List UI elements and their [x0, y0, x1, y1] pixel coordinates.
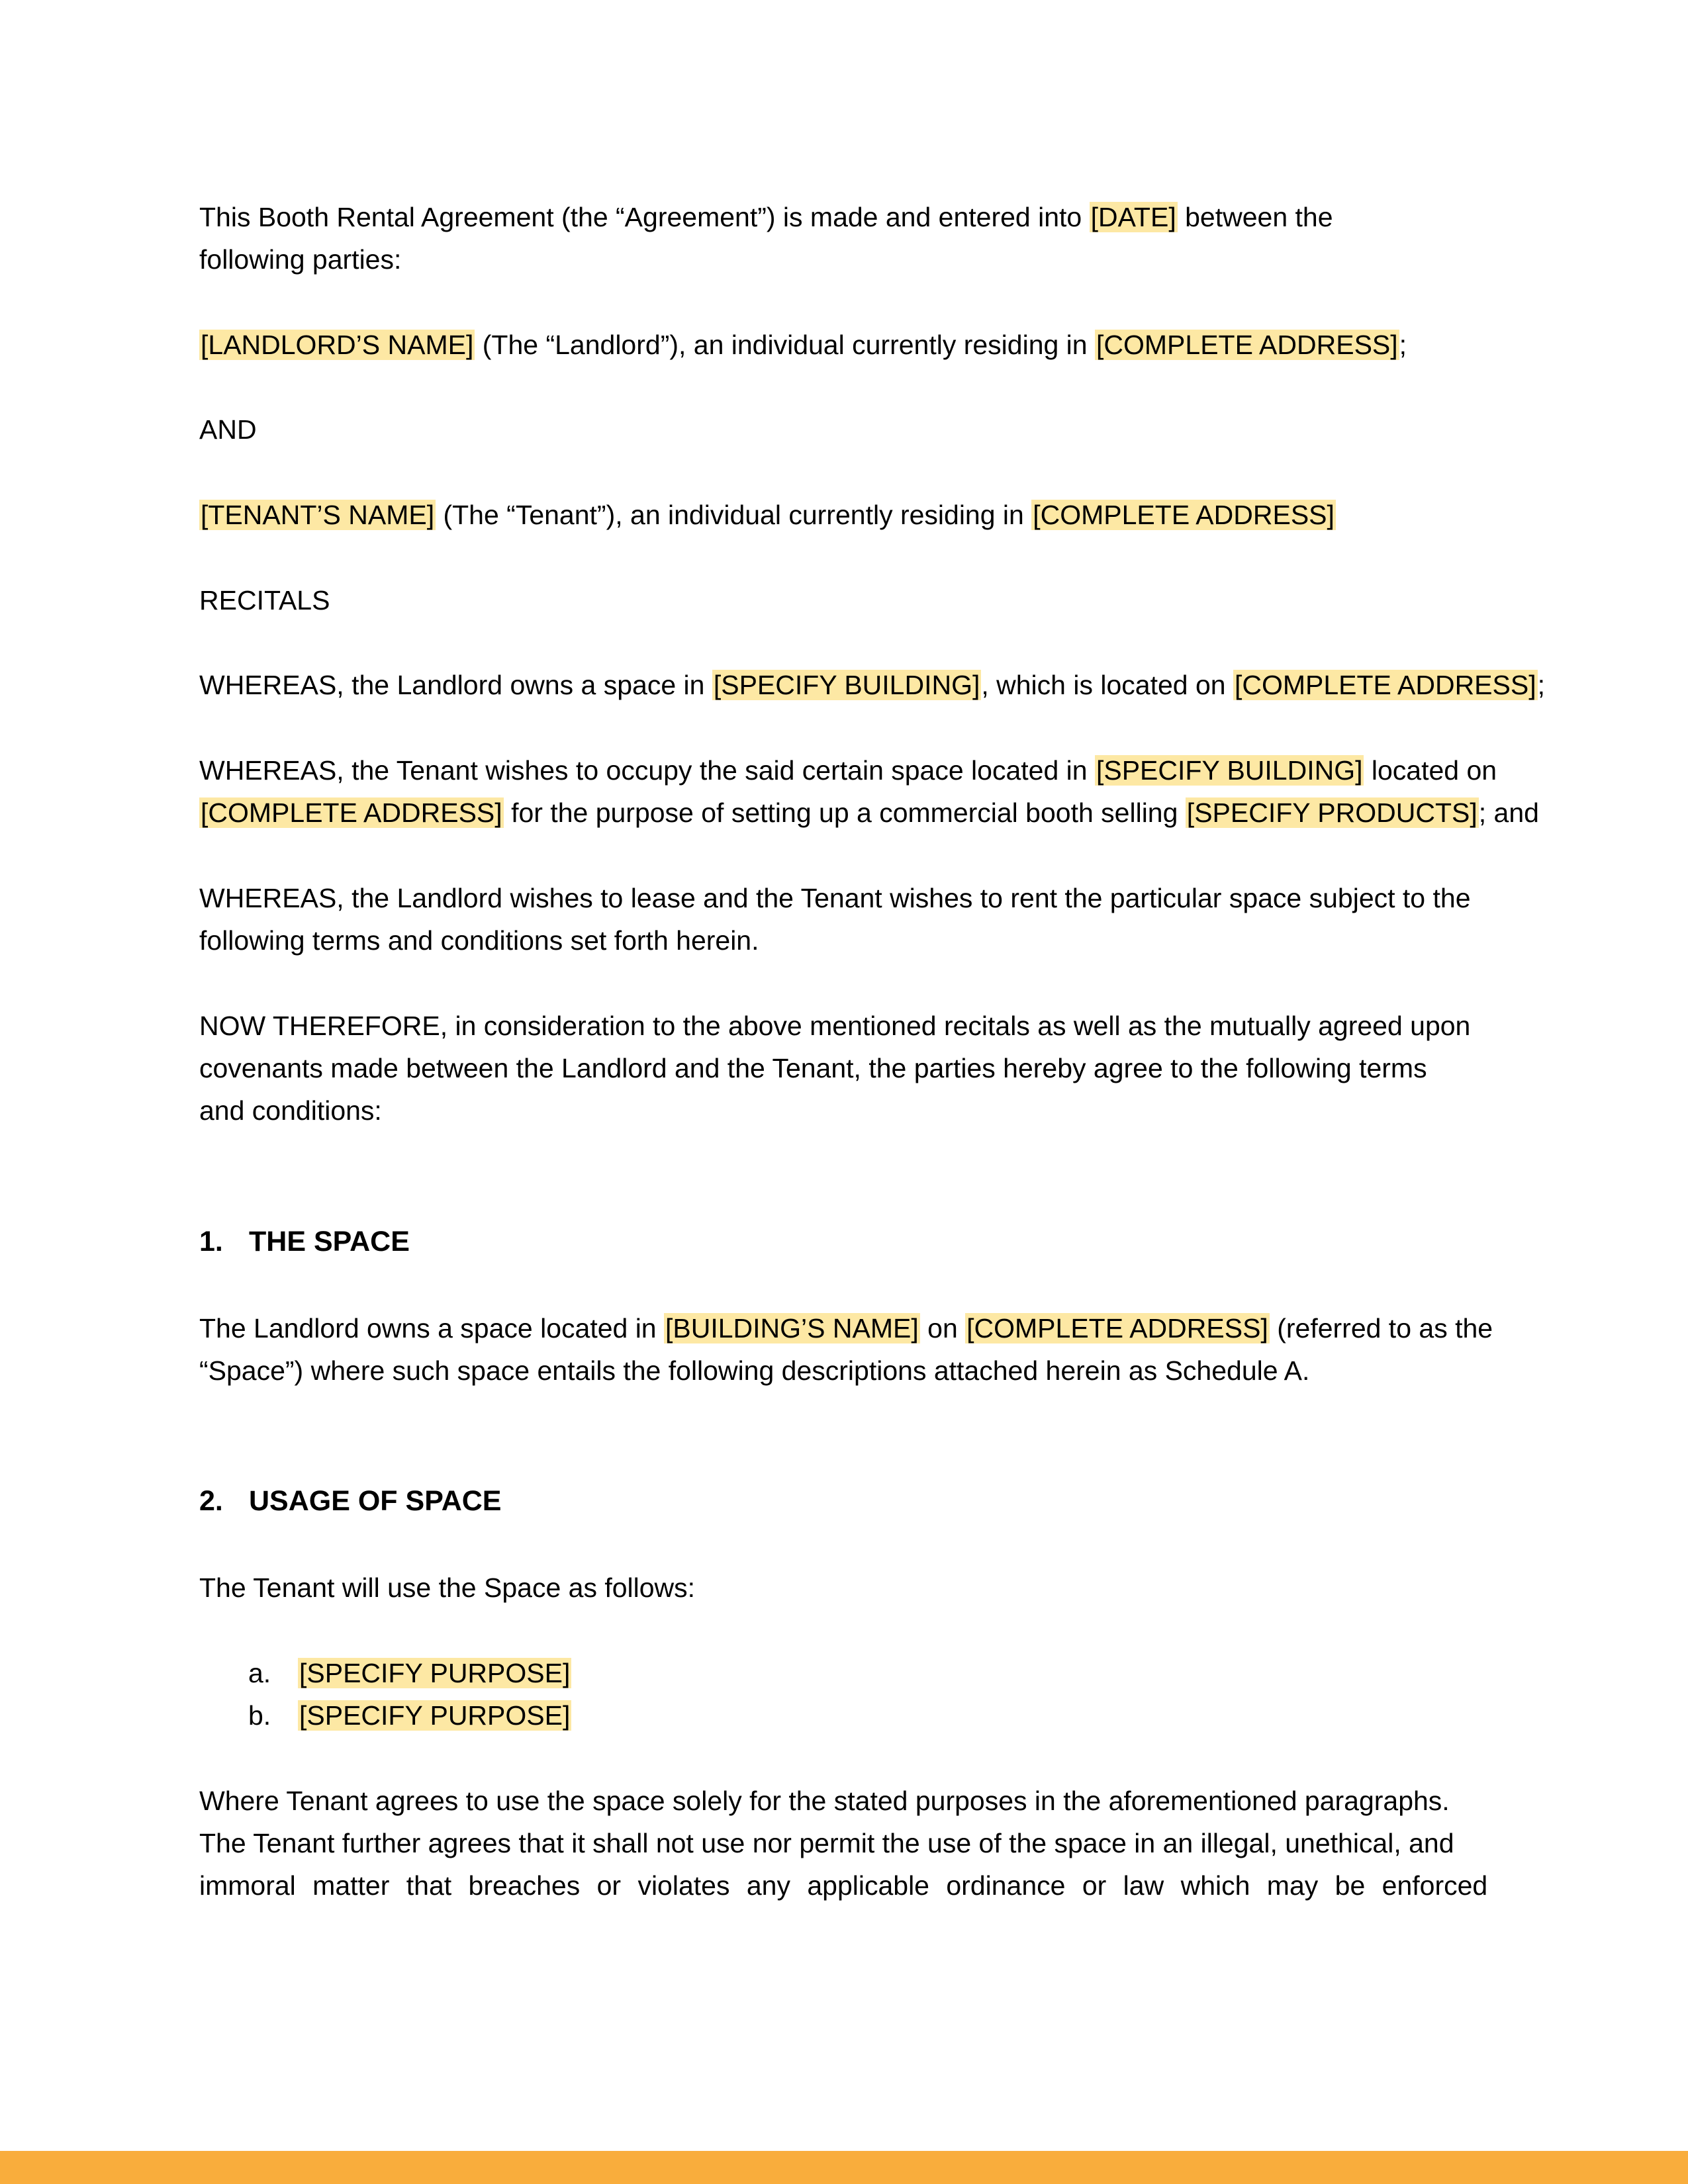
section-title: THE SPACE: [249, 1226, 410, 1257]
landlord-text: (The “Landlord”), an individual currently residing in: [475, 330, 1095, 360]
list-item: [248, 1652, 571, 1694]
building-name-placeholder: [BUILDING’S NAME]: [665, 1313, 919, 1343]
tenant-line: [199, 494, 1490, 536]
section-number: 1.: [199, 1226, 223, 1257]
whereas-3-line-2: following terms and conditions set forth herein.: [199, 925, 759, 956]
landlord-text: ;: [1399, 330, 1407, 360]
intro-line-1: [199, 196, 1490, 238]
whereas-text: for the purpose of setting up a commercial booth selling: [503, 797, 1186, 828]
section-2-closing-line-3: immoral matter that breaches or violates any applicable ordinance or law which may be enforced: [199, 1870, 1488, 1901]
whereas-1: [199, 664, 1546, 706]
building-placeholder: [SPECIFY BUILDING]: [1096, 755, 1363, 786]
list-marker: b.: [248, 1700, 271, 1731]
section-1-line-2: “Space”) where such space entails the following descriptions attached herein as Schedule A.: [199, 1355, 1310, 1386]
intro-text: between the: [1177, 202, 1333, 232]
list-item: [248, 1694, 571, 1737]
section-1-line-1: [199, 1307, 1493, 1349]
whereas-text: located on: [1364, 755, 1497, 786]
whereas-text: WHEREAS, the Landlord owns a space in: [199, 670, 712, 700]
whereas-text: ;: [1537, 670, 1546, 700]
recitals-label: RECITALS: [199, 585, 330, 615]
section-text: (referred to as the: [1269, 1313, 1493, 1343]
date-placeholder: [DATE]: [1090, 202, 1176, 232]
tenant-text: (The “Tenant”), an individual currently residing in: [436, 500, 1032, 530]
products-placeholder: [SPECIFY PRODUCTS]: [1186, 797, 1477, 828]
address-placeholder: [COMPLETE ADDRESS]: [201, 797, 502, 828]
now-therefore-line-3: and conditions:: [199, 1095, 382, 1126]
now-therefore-line-2: covenants made between the Landlord and the Tenant, the parties hereby agree to the following terms: [199, 1053, 1427, 1083]
address-placeholder: [COMPLETE ADDRESS]: [1234, 670, 1536, 700]
landlord-address-placeholder: [COMPLETE ADDRESS]: [1096, 330, 1398, 360]
now-therefore-line-1: NOW THEREFORE, in consideration to the above mentioned recitals as well as the mutually agreed upon: [199, 1011, 1471, 1041]
section-title: USAGE OF SPACE: [249, 1485, 502, 1517]
section-text: The Landlord owns a space located in: [199, 1313, 665, 1343]
purpose-placeholder: [SPECIFY PURPOSE]: [299, 1658, 571, 1688]
purpose-placeholder: [SPECIFY PURPOSE]: [299, 1700, 571, 1731]
whereas-2-line-2: [199, 792, 1539, 834]
section-number: 2.: [199, 1485, 223, 1517]
section-1-heading: [199, 1220, 410, 1263]
section-2-closing-line-1: Where Tenant agrees to use the space solely for the stated purposes in the aforementioned paragraphs.: [199, 1786, 1450, 1816]
intro-text: This Booth Rental Agreement (the “Agreement”) is made and entered into: [199, 202, 1090, 232]
list-marker: a.: [248, 1658, 271, 1688]
building-placeholder: [SPECIFY BUILDING]: [713, 670, 980, 700]
section-2-intro: The Tenant will use the Space as follows:: [199, 1572, 696, 1603]
landlord-line: [199, 324, 1490, 366]
landlord-name-placeholder: [LANDLORD’S NAME]: [201, 330, 474, 360]
whereas-text: , which is located on: [981, 670, 1233, 700]
section-2-closing-line-2: The Tenant further agrees that it shall not use nor permit the use of the space in an illegal, unethical, and: [199, 1828, 1454, 1858]
address-placeholder: [COMPLETE ADDRESS]: [966, 1313, 1268, 1343]
and-line: AND: [199, 414, 257, 445]
intro-line-2: following parties:: [199, 244, 402, 275]
tenant-address-placeholder: [COMPLETE ADDRESS]: [1033, 500, 1335, 530]
section-text: on: [919, 1313, 966, 1343]
footer-accent-bar: [0, 2151, 1688, 2184]
section-2-heading: [199, 1480, 501, 1522]
tenant-name-placeholder: [TENANT’S NAME]: [201, 500, 435, 530]
whereas-text: WHEREAS, the Tenant wishes to occupy the said certain space located in: [199, 755, 1095, 786]
whereas-text: ; and: [1478, 797, 1539, 828]
whereas-2-line-1: [199, 749, 1497, 792]
whereas-3-line-1: WHEREAS, the Landlord wishes to lease and the Tenant wishes to rent the particular space subject to the: [199, 883, 1471, 913]
